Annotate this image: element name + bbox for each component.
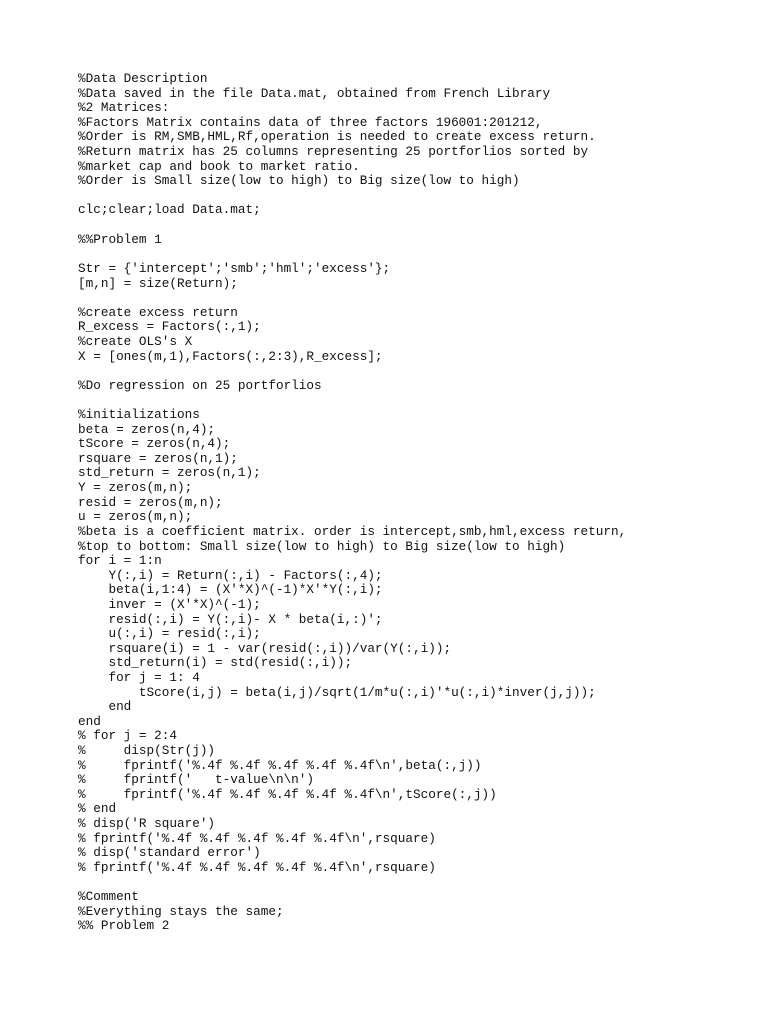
code-line: std_return = zeros(n,1); [78,465,261,481]
code-line: % for j = 2:4 [78,728,177,744]
code-line [78,876,758,891]
code-line: resid(:,i) = Y(:,i)- X * beta(i,:)'; [78,611,383,627]
code-line: %Order is Small size(low to high) to Big size(low to high) [78,173,520,189]
code-line: % disp('R square') [78,816,216,832]
code-line: clc;clear;load Data.mat; [78,202,261,218]
code-line: Y = zeros(m,n); [78,480,193,496]
code-line: u(:,i) = resid(:,i); [78,626,261,642]
code-line: Y(:,i) = Return(:,i) - Factors(:,4); [78,567,383,583]
code-line: %Data Description [78,71,208,86]
code-line: beta = zeros(n,4); [78,421,216,437]
code-line: end [78,699,132,715]
code-line: %Do regression on 25 portforlios [78,377,322,393]
code-line: %create excess return [78,304,238,320]
code-line: tScore(i,j) = beta(i,j)/sqrt(1/m*u(:,i)'*u(:,i)*inver(j,j)); [78,684,596,700]
code-line: %Order is RM,SMB,HML,Rf,operation is needed to create excess return. [78,129,596,145]
code-line [78,291,758,306]
code-line: %Comment [78,889,139,905]
code-line [78,189,758,204]
code-line: R_excess = Factors(:,1); [78,319,261,335]
code-line: X = [ones(m,1),Factors(:,2:3),R_excess]; [78,348,383,364]
code-line: tScore = zeros(n,4); [78,436,231,452]
code-line: % fprintf('%.4f %.4f %.4f %.4f %.4f\n',rsquare) [78,859,436,875]
code-line: %Everything stays the same; [78,903,284,919]
code-line [78,218,758,233]
code-line: [m,n] = size(Return); [78,275,238,291]
code-line: for j = 1: 4 [78,669,200,685]
code-line: rsquare(i) = 1 - var(resid(:,i))/var(Y(:,i)); [78,640,452,656]
code-line: % end [78,801,117,817]
code-line: end [78,713,101,729]
code-line: std_return(i) = std(resid(:,i)); [78,655,353,671]
code-line: % fprintf(' t-value\n\n') [78,772,315,788]
code-line: %% Problem 2 [78,918,170,934]
code-line: beta(i,1:4) = (X'*X)^(-1)*X'*Y(:,i); [78,582,383,598]
code-line: % fprintf('%.4f %.4f %.4f %.4f %.4f\n',beta(:,j)) [78,757,482,773]
code-line: %Data saved in the file Data.mat, obtained from French Library [78,85,551,101]
code-line: u = zeros(m,n); [78,509,193,525]
code-line: Str = {'intercept';'smb';'hml';'excess'}; [78,260,391,276]
code-line: %Factors Matrix contains data of three factors 196001:201212, [78,114,543,130]
code-line: for i = 1:n [78,553,162,569]
code-listing [78,72,758,934]
code-line: %market cap and book to market ratio. [78,158,360,174]
code-line: % fprintf('%.4f %.4f %.4f %.4f %.4f\n',tScore(:,j)) [78,786,497,802]
code-line: resid = zeros(m,n); [78,494,223,510]
code-line: % disp(Str(j)) [78,743,216,759]
code-line [78,247,758,262]
code-line: %2 Matrices: [78,100,170,116]
code-line [78,364,758,379]
code-line: %%Problem 1 [78,231,162,247]
code-line: %beta is a coefficient matrix. order is intercept,smb,hml,excess return, [78,523,627,539]
code-line: %top to bottom: Small size(low to high) to Big size(low to high) [78,538,566,554]
code-line: inver = (X'*X)^(-1); [78,596,261,612]
code-line: %initializations [78,407,200,423]
code-line: % fprintf('%.4f %.4f %.4f %.4f %.4f\n',rsquare) [78,830,436,846]
code-line: rsquare = zeros(n,1); [78,450,238,466]
code-line: % disp('standard error') [78,845,261,861]
code-line: %Return matrix has 25 columns representing 25 portforlios sorted by [78,144,589,160]
code-line: %create OLS's X [78,333,193,349]
code-line [78,393,758,408]
